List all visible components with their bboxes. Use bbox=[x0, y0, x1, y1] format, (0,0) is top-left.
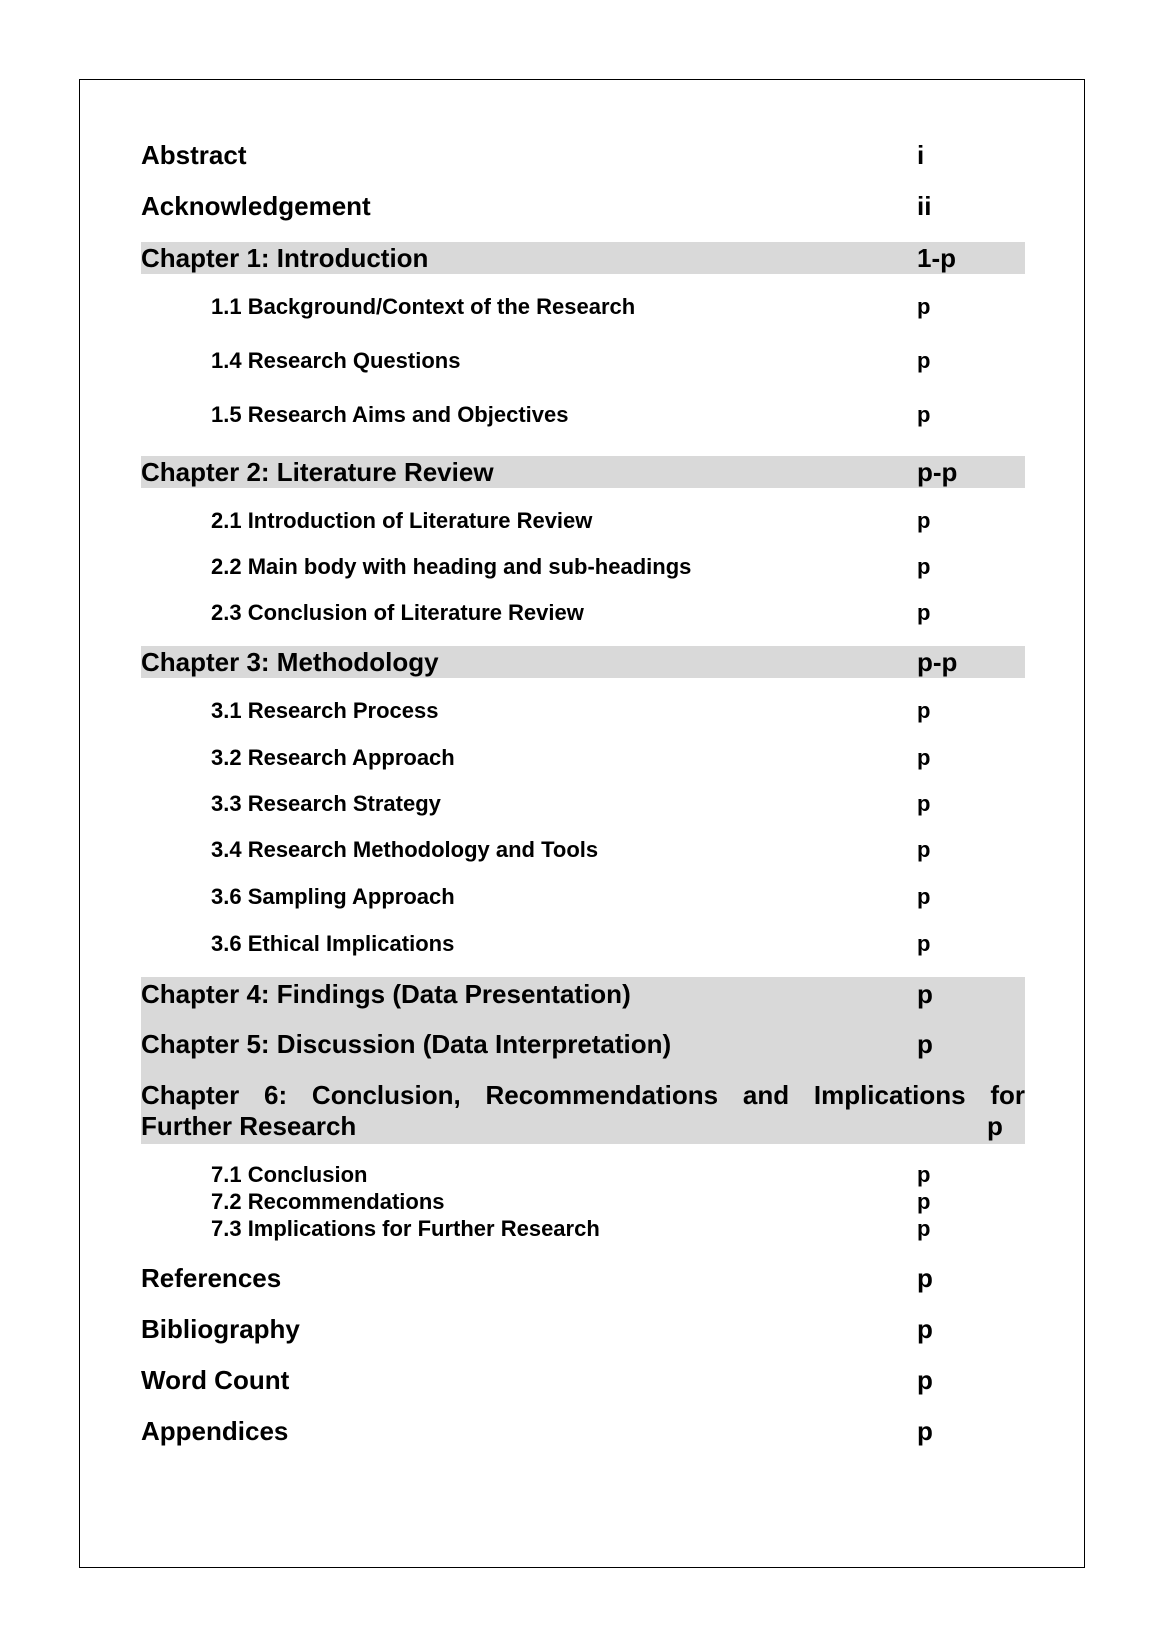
chapter-page: p-p bbox=[917, 647, 958, 677]
item-title: 2.1 Introduction of Literature Review bbox=[211, 508, 593, 533]
entry-title: References bbox=[141, 1263, 282, 1293]
entry-page: p bbox=[917, 1365, 933, 1395]
item-page: p bbox=[917, 600, 931, 625]
toc-entry-abstract[interactable] bbox=[141, 139, 1025, 171]
toc-item[interactable] bbox=[141, 790, 1025, 818]
toc-chapter-4[interactable] bbox=[141, 978, 1025, 1010]
chapter-page: p bbox=[987, 1111, 1003, 1141]
item-title: 3.1 Research Process bbox=[211, 698, 439, 723]
entry-page: ii bbox=[917, 191, 932, 221]
item-page: p bbox=[917, 837, 931, 862]
toc-chapter-6[interactable] bbox=[141, 1076, 1025, 1144]
item-page: p bbox=[917, 1189, 931, 1214]
toc-item[interactable] bbox=[141, 883, 1025, 911]
entry-page: p bbox=[917, 1416, 933, 1446]
item-title: 1.1 Background/Context of the Research bbox=[211, 294, 636, 319]
toc-chapter-2[interactable] bbox=[141, 456, 1025, 488]
toc-entry-appendices[interactable] bbox=[141, 1415, 1025, 1447]
toc-item[interactable] bbox=[141, 553, 1025, 581]
item-page: p bbox=[917, 791, 931, 816]
toc-entry-acknowledgement[interactable] bbox=[141, 190, 1025, 222]
entry-page: p bbox=[917, 1314, 933, 1344]
toc-item[interactable] bbox=[141, 744, 1025, 772]
entry-title: Appendices bbox=[141, 1416, 289, 1446]
item-page: p bbox=[917, 402, 931, 427]
toc-entry-word-count[interactable] bbox=[141, 1364, 1025, 1396]
chapter-title-line2: Further Research bbox=[141, 1111, 357, 1141]
chapter-title-line1: Chapter 6: Conclusion, Recommendations and Implications for bbox=[141, 1080, 1025, 1110]
entry-title: Bibliography bbox=[141, 1314, 300, 1344]
chapter-title: Chapter 2: Literature Review bbox=[141, 457, 494, 487]
entry-page: p bbox=[917, 1263, 933, 1293]
item-page: p bbox=[917, 1162, 931, 1187]
item-title: 3.2 Research Approach bbox=[211, 745, 455, 770]
item-page: p bbox=[917, 884, 931, 909]
entry-title: Abstract bbox=[141, 140, 247, 170]
chapter-title: Chapter 1: Introduction bbox=[141, 243, 429, 273]
toc-item[interactable] bbox=[141, 347, 1025, 375]
toc-item[interactable] bbox=[141, 930, 1025, 958]
toc-chapter-3[interactable] bbox=[141, 646, 1025, 678]
toc-item[interactable] bbox=[141, 1215, 1025, 1242]
item-title: 3.6 Ethical Implications bbox=[211, 931, 455, 956]
toc-item[interactable] bbox=[141, 1161, 1025, 1188]
item-title: 3.4 Research Methodology and Tools bbox=[211, 837, 599, 862]
entry-title: Acknowledgement bbox=[141, 191, 371, 221]
toc-item[interactable] bbox=[141, 1188, 1025, 1215]
item-page: p bbox=[917, 348, 931, 373]
item-title: 2.2 Main body with heading and sub-headings bbox=[211, 554, 692, 579]
item-page: p bbox=[917, 554, 931, 579]
toc-entry-references[interactable] bbox=[141, 1262, 1025, 1294]
item-title: 1.4 Research Questions bbox=[211, 348, 461, 373]
toc-chapter-1[interactable] bbox=[141, 242, 1025, 274]
toc-item[interactable] bbox=[141, 599, 1025, 627]
item-title: 3.3 Research Strategy bbox=[211, 791, 441, 816]
chapter-page: p bbox=[917, 1029, 933, 1059]
chapter-title: Chapter 3: Methodology bbox=[141, 647, 439, 677]
item-page: p bbox=[917, 508, 931, 533]
item-page: p bbox=[917, 931, 931, 956]
toc-item[interactable] bbox=[141, 836, 1025, 864]
item-title: 2.3 Conclusion of Literature Review bbox=[211, 600, 584, 625]
entry-title: Word Count bbox=[141, 1365, 290, 1395]
item-title: 7.3 Implications for Further Research bbox=[211, 1216, 600, 1241]
item-page: p bbox=[917, 698, 931, 723]
item-page: p bbox=[917, 745, 931, 770]
item-title: 7.2 Recommendations bbox=[211, 1189, 445, 1214]
chapter-page: p bbox=[917, 979, 933, 1009]
toc-item[interactable] bbox=[141, 293, 1025, 321]
item-page: p bbox=[917, 1216, 931, 1241]
toc-item[interactable] bbox=[141, 697, 1025, 725]
chapter-title: Chapter 4: Findings (Data Presentation) bbox=[141, 979, 631, 1009]
item-title: 3.6 Sampling Approach bbox=[211, 884, 455, 909]
item-title: 1.5 Research Aims and Objectives bbox=[211, 402, 569, 427]
toc-item[interactable] bbox=[141, 507, 1025, 535]
chapter-title: Chapter 5: Discussion (Data Interpretation) bbox=[141, 1029, 672, 1059]
item-page: p bbox=[917, 294, 931, 319]
chapter-page: p-p bbox=[917, 457, 958, 487]
toc-item[interactable] bbox=[141, 401, 1025, 429]
entry-page: i bbox=[917, 140, 925, 170]
item-title: 7.1 Conclusion bbox=[211, 1162, 368, 1187]
toc-entry-bibliography[interactable] bbox=[141, 1313, 1025, 1345]
chapter-page: 1-p bbox=[917, 243, 956, 273]
toc-chapter-5[interactable] bbox=[141, 1028, 1025, 1060]
